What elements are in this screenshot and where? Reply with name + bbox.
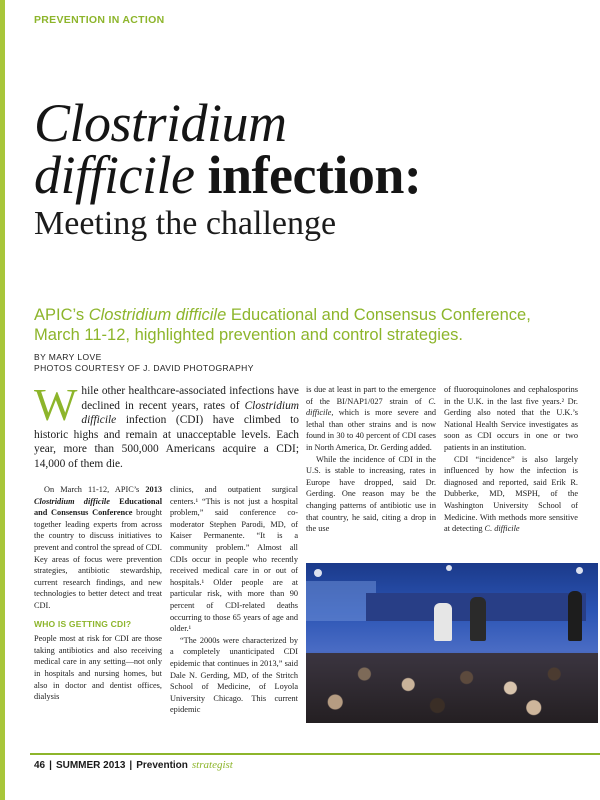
col4-paragraph-2 [444, 454, 578, 535]
photo-speaker [568, 591, 582, 641]
col4-paragraph-1: of fluoroquinolones and cephalosporins in the U.K. in the last five years.² Dr. Gerding also noted that the U.K.’s National Health Service investigates as soon as CDI occurs in one or two patients in an institution. [444, 385, 578, 452]
col3-p1-italic: C. difficile [306, 396, 436, 418]
col3-paragraph-1 [306, 384, 436, 454]
photo-speaker [470, 597, 486, 641]
conference-photo [306, 563, 598, 723]
lead-italic: Clostridium difficile [81, 399, 299, 427]
photo-light [446, 565, 452, 571]
lead-paragraph [34, 379, 299, 472]
col3-paragraph-2: While the incidence of CDI in the U.S. is stable to increasing, rates in Europe have dropped, said Dr. Gerding. One reason may be the changing patterns of antibiotic use in that country, he said, citing a drop in the use [306, 454, 436, 534]
col1-paragraph-1 [34, 484, 162, 612]
byline-author: BY MARY LOVE [34, 352, 102, 362]
headline-line2-bold: infection: [194, 145, 422, 205]
lead-text-a: hile other healthcare-associated infections have declined in recent years, rates of [81, 385, 299, 412]
byline [34, 352, 254, 374]
col1-p1-bold2: Educational and Consensus Conference [34, 496, 162, 518]
col1-p1-a: On March 11-12, APIC’s [44, 485, 146, 494]
drop-cap: W [34, 379, 78, 430]
col3-p1-a: is due at least in part to the emergence of the BI/NAP1/027 strain of [306, 385, 436, 406]
folio [34, 759, 237, 771]
col4-p2-italic: C. difficile [484, 524, 520, 534]
byline-photos: PHOTOS COURTESY OF J. DAVID PHOTOGRAPHY [34, 363, 254, 373]
deck-part1: APIC’s [34, 306, 89, 324]
magazine-name: Prevention [136, 760, 188, 771]
folio-separator: | [129, 760, 133, 771]
col4-p2-a: CDI “incidence” is also largely influenced by how the infection is diagnosed and reported, said Erik R. Dubberke, MD, MSPH, of the Washington University School of Medicine. With methods more sensitive at detecting [444, 454, 578, 534]
photo-light [576, 567, 583, 574]
headline-line1: Clostridium [34, 93, 287, 153]
deck-part2: Educational and Consensus Conference, March 11-12, highlighted prevention and control strategies. [34, 306, 531, 344]
page-spine [0, 0, 5, 800]
issue-label: SUMMER 2013 [55, 760, 126, 771]
body-column-2 [170, 484, 298, 716]
deck [34, 305, 554, 345]
headline [34, 93, 574, 244]
lead-text-b: infection (CDI) have climbed to historic highs and remain at unacceptable levels. Each year, more than 500,000 Americans acquire a CDI; 14,000 of them die. [34, 414, 299, 470]
folio-separator: | [49, 760, 52, 771]
photo-speaker [434, 603, 452, 641]
headline-line2-italic: difficile [34, 145, 195, 205]
page-number: 46 [34, 760, 46, 771]
body-column-4 [444, 384, 578, 535]
photo-audience [306, 653, 598, 723]
col1-paragraph-2: People most at risk for CDI are those taking antibiotics and also receiving medical care in any setting—not only in hospitals and nursing homes, but also in doctor and dentist offices, dialysis [34, 634, 162, 702]
col1-p1-b: brought together leading experts from across the country to discuss initiatives to prevent and control the spread of CDI. Key areas of focus were prevention strategies, antibiotic stewardship, current research findings, and new technologies to better detect and treat CDI. [34, 508, 162, 610]
col1-p1-bolditalic: Clostridium difficile [34, 496, 110, 506]
col3-p1-b: , which is more severe and lethal than other strains and is now found in 30 to 40 percent of CDI cases in North America, Dr. Gerding added. [306, 408, 436, 452]
photo-light [314, 569, 322, 577]
col1-p1-bold: 2013 [145, 485, 162, 494]
magazine-name-italic: strategist [191, 759, 233, 771]
col2-paragraph-1: clinics, and outpatient surgical centers.¹ “This is not just a hospital problem,” said conference co-moderator Stephen Parodi, MD, of Kaiser Permanente. “It is a community problem.” Almost all CDIs occur in people who recently received medical care in or out of hospitals.¹ Older people are at particular risk, with more than 90 percent of CDI-related deaths occurring to those 65 years of age and older.¹ [170, 485, 298, 634]
section-tag: PREVENTION IN ACTION [34, 14, 165, 26]
headline-line2 [34, 145, 574, 205]
subhead-who-is-getting-cdi: WHO IS GETTING CDI? [34, 618, 132, 629]
body-column-3 [306, 384, 436, 535]
deck-italic: Clostridium difficile [88, 306, 227, 324]
col2-paragraph-2: “The 2000s were characterized by a completely unanticipated CDI epidemic that continues in 2013,” said Dale N. Gerding, MD, of the Stritch School of Medicine, of Loyola University Chicago. This current epidemic [170, 635, 298, 715]
body-column-1 [34, 484, 162, 703]
headline-subtitle: Meeting the challenge [34, 205, 337, 242]
